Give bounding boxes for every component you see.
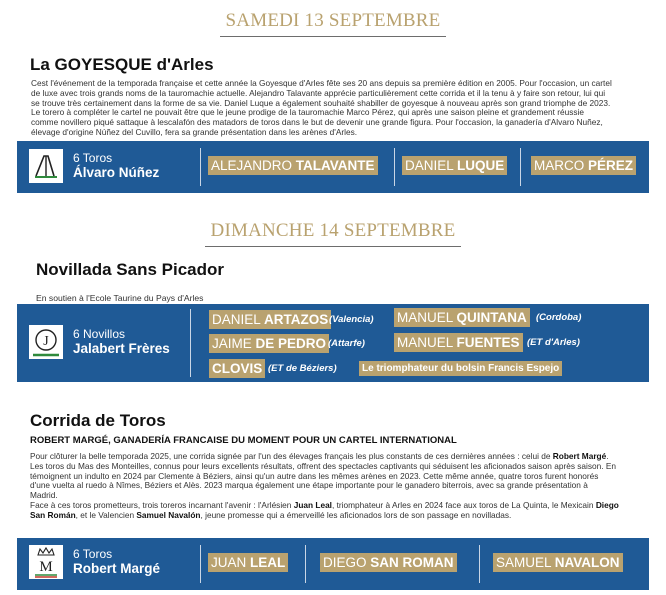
- torero-tag: [208, 156, 378, 175]
- day-heading-sunday: [0, 220, 666, 247]
- event-title-novillada: Novillada Sans Picador: [36, 260, 225, 279]
- divider: [520, 148, 521, 186]
- torero-tag: [208, 553, 288, 572]
- novillero-tag: [394, 333, 523, 352]
- ranch-text: [73, 327, 170, 357]
- desc-bold: San Román: [30, 509, 76, 520]
- ranch-name: Álvaro Núñez: [73, 165, 160, 180]
- divider: [479, 545, 480, 583]
- torero-first-name: JUAN: [211, 555, 247, 570]
- torero-first-name: DANIEL: [405, 158, 454, 173]
- torero-tag: [320, 553, 457, 572]
- torero-first-name: DIEGO: [323, 555, 367, 570]
- novillero-origin: (Valencia): [329, 314, 374, 325]
- novillero-last-name: CLOVIS: [212, 361, 263, 376]
- event-title-goyesque: La GOYESQUE d'Arles: [30, 55, 214, 74]
- svg-text:M: M: [39, 559, 53, 575]
- ranch-text: [73, 547, 160, 577]
- torero-last-name: LUQUE: [457, 158, 505, 173]
- torero-tag: [493, 553, 623, 572]
- novillero-last-name: QUINTANA: [456, 310, 527, 325]
- desc-line: [30, 511, 645, 521]
- divider: [394, 148, 395, 186]
- brand-j-icon: [29, 325, 63, 359]
- desc-line: de luxe avec trois grands noms de la tauromachie actuelle. Alejandro Talavante apprécie particulièrement cette corrida et il la tenu à y faire son retour, lui qui: [31, 87, 606, 98]
- novillero-first-name: MANUEL: [397, 335, 453, 350]
- torero-first-name: SAMUEL: [496, 555, 552, 570]
- novillero-last-name: FUENTES: [456, 335, 520, 350]
- desc-line: élevage d'origine Núñez del Cuvillo, fera sa grande présentation dans les arènes d'Arles.: [31, 126, 358, 137]
- novillero-last-name: DE PEDRO: [255, 336, 327, 351]
- desc-line: Madrid.: [30, 490, 58, 501]
- ranch-text: [73, 151, 159, 181]
- event-title-corrida: Corrida de Toros: [30, 411, 166, 430]
- desc-line: Le torero à compléter le cartel ne pouvait être que le jeune prodige de la tauromachie Marco Pérez, qui après une saison pleine et grandement réussie: [31, 107, 584, 118]
- ranch-count: 6 Novillos: [73, 327, 126, 341]
- novillero-tag: [394, 308, 530, 327]
- desc-text: , jeune promesse qui a émerveillé les aficionados lors de son passage en novilladas.: [200, 509, 512, 520]
- divider: [190, 309, 191, 377]
- ranch-name: Jalabert Frères: [73, 341, 170, 356]
- brand-crown-m-icon: [29, 545, 63, 579]
- torero-first-name: MARCO: [534, 158, 585, 173]
- brand-mark-icon: [29, 149, 63, 183]
- novillero-tag: [209, 334, 329, 353]
- torero-last-name: LEAL: [250, 555, 286, 570]
- novillero-first-name: JAIME: [212, 336, 252, 351]
- desc-text: .: [606, 451, 609, 461]
- desc-text: , et le Valencien: [75, 509, 137, 520]
- torero-last-name: TALAVANTE: [295, 158, 375, 173]
- desc-text: , triomphateur à Arles en 2024 face aux toros de La Quinta, le Mexicain: [332, 499, 596, 510]
- desc-line: Cest l'événement de la temporada française et cette année la Goyesque d'Arles fête ses 20 ans depuis sa première édition en 2005. Pour l'occasion, un cartel: [31, 78, 612, 88]
- ranch-block: [29, 149, 159, 183]
- desc-bold: Robert Margé: [552, 451, 607, 461]
- day-heading-text: SAMEDI 13 SEPTEMBRE: [220, 10, 447, 37]
- ranch-block: [29, 325, 170, 359]
- desc-bold: Samuel Navalón: [136, 509, 201, 520]
- desc-line: se trouve très certainement dans la forme de sa vie. Daniel Luque a également souhaité shabiller de goyesque à nouveau après son grand triomphe de 2023.: [31, 97, 611, 108]
- ranch-count: 6 Toros: [73, 151, 113, 165]
- support-text: En soutien à l'Ecole Taurine du Pays d'Arles: [36, 293, 204, 303]
- event-description-goyesque: [31, 79, 646, 138]
- novillero-tag: [209, 310, 331, 329]
- desc-bold: Juan Leal: [293, 499, 332, 510]
- novillero-first-name: MANUEL: [397, 310, 453, 325]
- desc-line: d'une vuelta al ruedo à Nîmes, Béziers et Alès. 2023 marqua également une étape importante pour le ganadero biterrois, avec sa grande présentation à: [30, 480, 588, 491]
- novillero-origin: (ET d'Arles): [527, 337, 580, 348]
- desc-line: comme novillero piqué sattaque à lescalafón des matadors de toros dans le but de devenir une grande figura. Pour l'occasion, la ganadería d'Alvaro Nuñez,: [31, 117, 603, 128]
- divider: [305, 545, 306, 583]
- day-heading-text: DIMANCHE 14 SEPTEMBRE: [205, 220, 462, 247]
- ranch-block: [29, 545, 160, 579]
- novillero-origin: (Attarfe): [328, 338, 365, 349]
- ranch-name: Robert Margé: [73, 561, 161, 576]
- desc-bold: Diego: [595, 499, 619, 510]
- winner-label: Le triomphateur du bolsin Francis Espejo: [359, 361, 562, 376]
- svg-text:J: J: [43, 334, 49, 349]
- ranch-count: 6 Toros: [73, 547, 113, 561]
- torero-first-name: ALEJANDRO: [211, 158, 293, 173]
- desc-text: Face à ces toros prometteurs, trois toreros incarnant l'avenir : l'Arlésien: [30, 499, 294, 510]
- divider: [200, 148, 201, 186]
- torero-tag: [531, 156, 636, 175]
- desc-line: Les toros du Mas des Monteilles, connus pour leurs excellents résultats, offrent des spectacles captivants qui séduisent les aficionados saison après saison. En: [30, 460, 617, 471]
- day-heading-saturday: [0, 10, 666, 37]
- torero-last-name: PÉREZ: [588, 158, 634, 173]
- desc-line: témoignent un indulto en 2024 par Clemente à Béziers, ainsi qu'un autre dans les mêmes arènes en 2023. Cette même année, quatre toros furent honorés: [30, 470, 599, 481]
- novillero-first-name: DANIEL: [212, 312, 261, 327]
- event-description-corrida: [30, 452, 645, 521]
- torero-tag: [402, 156, 507, 175]
- divider: [200, 545, 201, 583]
- event-subtitle-corrida: ROBERT MARGÉ, GANADERÍA FRANCAISE DU MOMENT POUR UN CARTEL INTERNATIONAL: [30, 435, 457, 446]
- cartel-bar-goyesque: [17, 141, 649, 193]
- torero-last-name: SAN ROMAN: [370, 555, 454, 570]
- novillero-origin: (ET de Béziers): [268, 363, 337, 374]
- torero-last-name: NAVALON: [554, 555, 620, 570]
- novillero-tag: [209, 359, 265, 378]
- cartel-bar-novillada: [17, 304, 649, 382]
- cartel-bar-corrida: [17, 538, 649, 590]
- novillero-last-name: ARTAZOS: [264, 312, 329, 327]
- novillero-origin: (Cordoba): [536, 312, 582, 323]
- desc-text: Pour clôturer la belle temporada 2025, une corrida signée par l'un des élevages français les plus constants de ces dernières années : celui de: [30, 451, 553, 461]
